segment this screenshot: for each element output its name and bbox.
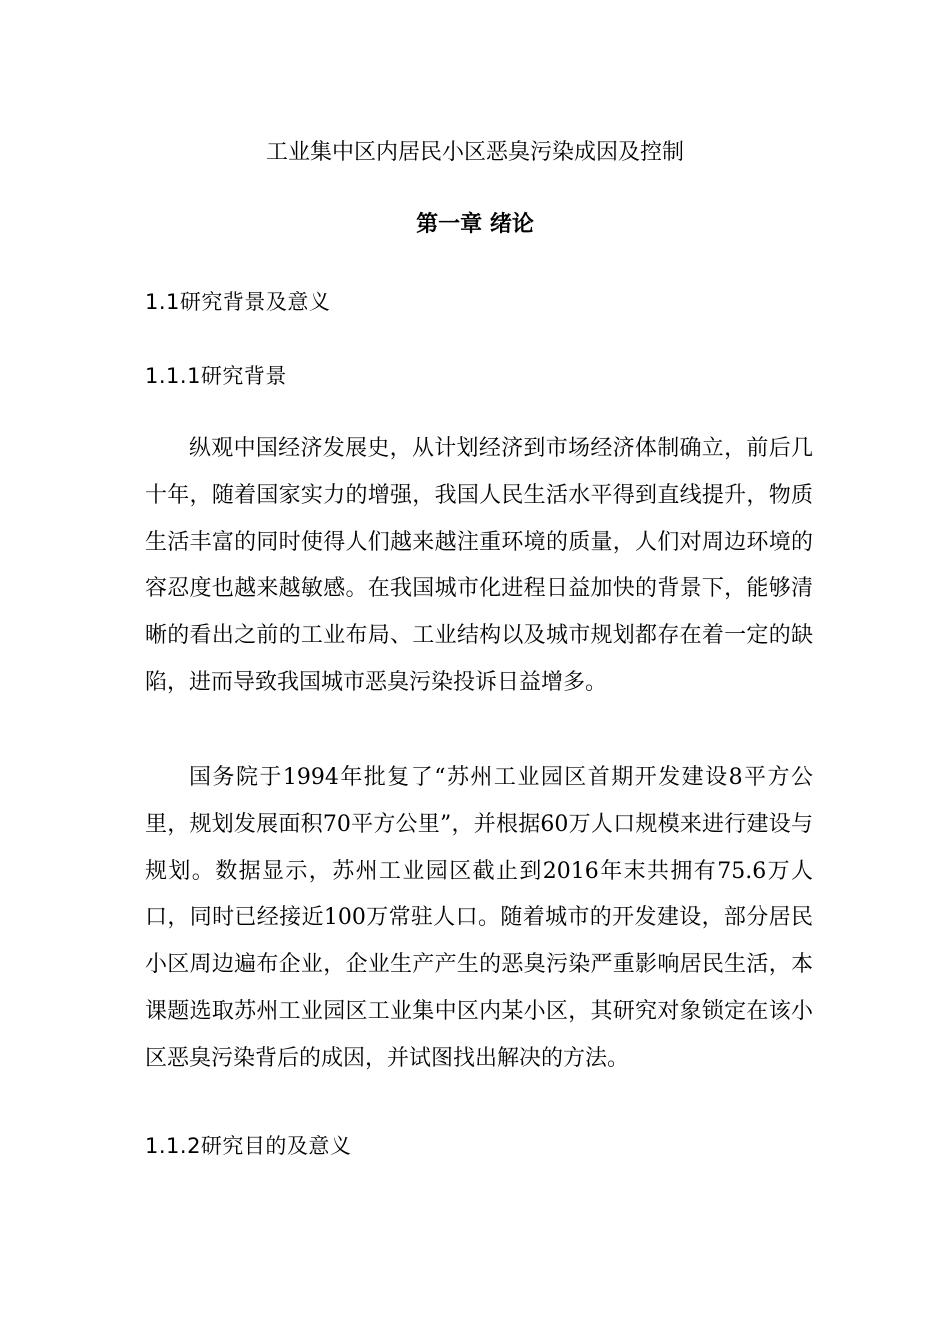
section-heading-1-1-1: 1.1.1研究背景 xyxy=(145,364,287,388)
chapter-heading: 第一章 绪论 xyxy=(416,212,534,237)
body-paragraph-1: 纵观中国经济发展史，从计划经济到市场经济体制确立，前后几十年，随着国家实力的增强，我国人民生活水平得到直线提升，物质生活丰富的同时使得人们越来越注重环境的质量，人们对周边环境的容忍度也越来越敏感。在我国城市化进程日益加快的背景下，能够清晰的看出之前的工业布局、工业结构以及城市规划都存在着一定的缺陷，进而导致我国城市恶臭污染投诉日益增多。 xyxy=(145,436,813,695)
body-paragraph-2: 国务院于1994年批复了“苏州工业园区首期开发建设8平方公里，规划发展面积70平方公里”，并根据60万人口规模来进行建设与规划。数据显示，苏州工业园区截止到2016年末共拥有75.6万人口，同时已经接近100万常驻人口。随着城市的开发建设，部分居民小区周边遍布企业，企业生产产生的恶臭污染严重影响居民生活，本课题选取苏州工业园区工业集中区内某小区，其研究对象锁定在该小区恶臭污染背后的成因，并试图找出解决的方法。 xyxy=(145,765,813,1071)
document-title: 工业集中区内居民小区恶臭污染成因及控制 xyxy=(265,140,684,165)
section-heading-1-1-2: 1.1.2研究目的及意义 xyxy=(145,1134,352,1158)
section-heading-1-1: 1.1研究背景及意义 xyxy=(145,290,331,314)
